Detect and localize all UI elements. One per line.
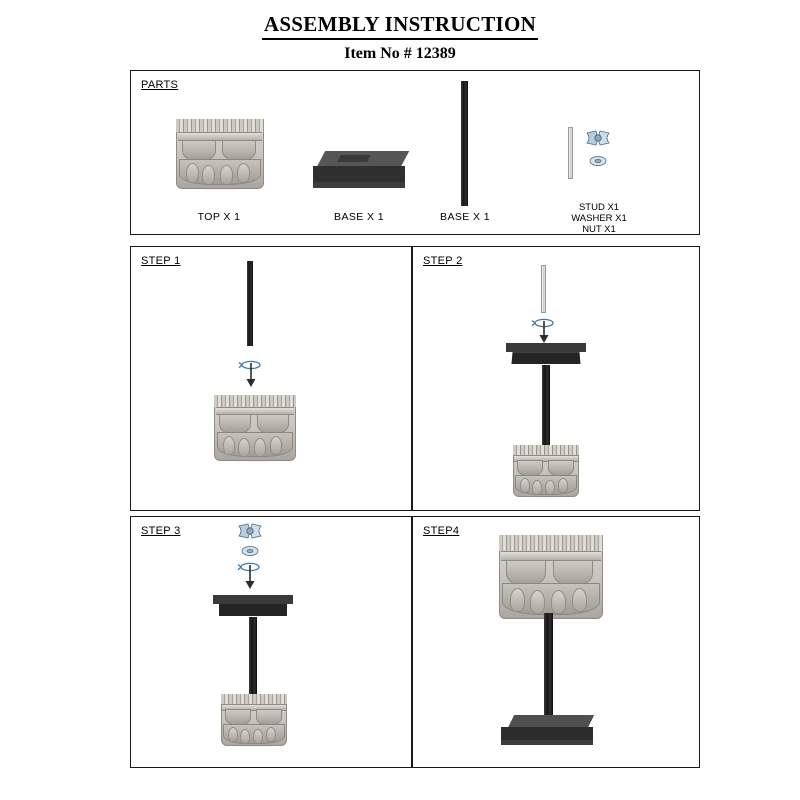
part-base-rod-illustration xyxy=(461,81,468,206)
parts-panel-label: PARTS xyxy=(141,79,179,91)
step2-label: STEP 2 xyxy=(423,255,463,267)
step1-panel xyxy=(130,246,412,511)
step3-washer-icon xyxy=(241,545,259,557)
step3-rod xyxy=(249,617,257,705)
part-washer-caption: WASHER X1 xyxy=(571,213,627,224)
part-stud-illustration xyxy=(568,127,573,179)
part-nut-illustration xyxy=(583,129,613,147)
step3-panel xyxy=(130,516,412,768)
step3-insert-arrow-icon xyxy=(235,559,265,591)
step2-top-illustration xyxy=(513,445,579,497)
step1-label: STEP 1 xyxy=(141,255,181,267)
step4-base-slab xyxy=(501,715,599,749)
part-top-caption: TOP X 1 xyxy=(197,211,241,223)
step4-panel xyxy=(412,516,700,768)
step1-top-illustration xyxy=(214,395,296,461)
step4-label: STEP4 xyxy=(423,525,460,537)
part-base-slab-illustration xyxy=(313,151,413,195)
step3-nut-icon xyxy=(234,522,266,540)
step3-top-illustration xyxy=(221,694,287,746)
part-base-slab-caption: BASE X 1 xyxy=(334,211,384,223)
part-base-rod-caption: BASE X 1 xyxy=(440,211,490,223)
step4-rod xyxy=(544,613,553,723)
step1-insert-arrow-icon xyxy=(236,357,266,389)
step2-insert-arrow-icon xyxy=(529,315,559,345)
step2-rod xyxy=(542,365,550,457)
item-number: Item No # 12389 xyxy=(344,45,456,62)
step2-panel xyxy=(412,246,700,511)
part-hardware-caption xyxy=(529,202,669,235)
part-stud-caption: STUD X1 xyxy=(578,202,620,213)
part-top-illustration xyxy=(176,119,264,189)
part-nut-caption: NUT X1 xyxy=(582,224,616,235)
part-washer-illustration xyxy=(589,155,607,167)
page-title: ASSEMBLY INSTRUCTION xyxy=(263,12,537,36)
step2-stud xyxy=(541,265,546,313)
parts-panel xyxy=(130,70,700,235)
title-underline xyxy=(262,38,538,40)
step4-top-illustration xyxy=(499,535,603,619)
step1-rod xyxy=(247,261,253,346)
step3-label: STEP 3 xyxy=(141,525,181,537)
